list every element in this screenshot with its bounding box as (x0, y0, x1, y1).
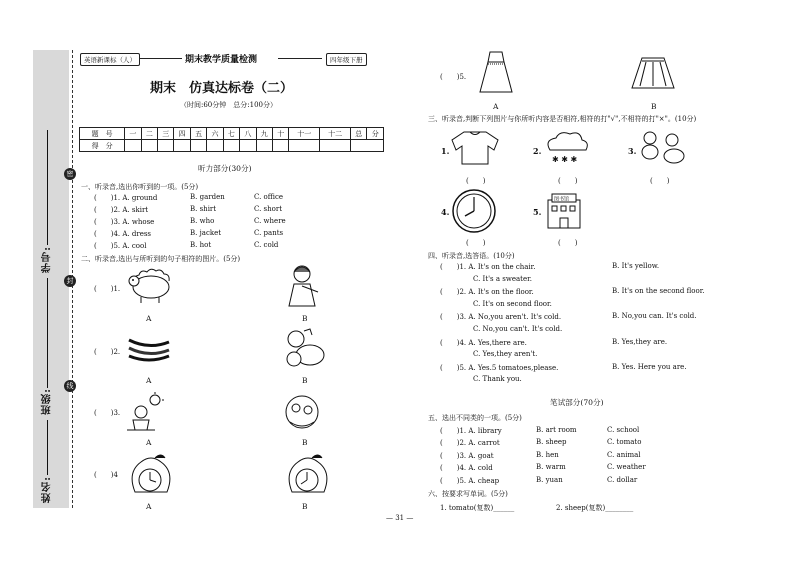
q4-item-option-b[interactable]: B. Yes. Here you are. (612, 362, 687, 371)
score-input-cell[interactable] (158, 140, 174, 152)
q3-blank-5[interactable]: ( ) (558, 239, 578, 247)
library-picture (542, 192, 588, 232)
score-header-cell: 十二 (320, 128, 351, 140)
score-header-cell: 四 (174, 128, 190, 140)
xuehao-label: 学号: (42, 246, 53, 273)
q5-item-option-b[interactable]: B. warm (536, 463, 566, 472)
library-sign: 图书馆 (554, 196, 570, 203)
q3-blank-1[interactable]: ( ) (466, 177, 486, 185)
farm-animals-picture (282, 327, 326, 371)
q5-item-option-b[interactable]: B. yuan (536, 475, 563, 484)
q2-5-label-b: B (651, 102, 657, 111)
q1-item-option-a[interactable]: ( )3. A. whose (94, 218, 155, 227)
q4-item-option-c[interactable]: C. No,you can't. It's cold. (473, 324, 563, 333)
q1-item-option-c[interactable]: C. cold (254, 241, 279, 250)
score-input-cell[interactable] (174, 140, 190, 152)
score-input-cell[interactable] (240, 140, 256, 152)
q4-item-option-b[interactable]: B. No,you can. It's cold. (612, 312, 697, 321)
q2-4-label-b: B (302, 502, 308, 511)
q1-item-option-c[interactable]: C. office (254, 193, 284, 201)
q5-item-option-a[interactable]: ( )4. A. cold (440, 464, 493, 473)
q5-item-option-a[interactable]: ( )1. A. library (440, 427, 502, 435)
header-rule-right (278, 58, 322, 59)
listening-title: 听力部分(30分) (198, 164, 252, 173)
q5-title: 五、选出不同类的一项。(5分) (428, 414, 522, 422)
q4-item-option-a[interactable]: ( )1. A. It's on the chair. (440, 263, 536, 271)
score-input-cell[interactable] (125, 140, 141, 152)
score-header-cell: 九 (256, 128, 272, 140)
score-header-cell: 二 (141, 128, 157, 140)
q3-blank-2[interactable]: ( ) (558, 177, 578, 185)
q2-3-label-b: B (302, 438, 308, 447)
score-input-cell[interactable] (223, 140, 239, 152)
sheep-picture (125, 265, 175, 305)
q2-item-5[interactable]: ( )5. (440, 73, 467, 81)
q4-item-option-c[interactable]: C. It's on second floor. (473, 299, 552, 308)
q4-item-option-a[interactable]: ( )5. A. Yes.5 tomatoes,please. (440, 363, 559, 372)
dress-picture (478, 50, 514, 96)
q5-item-option-c[interactable]: C. animal (607, 450, 641, 459)
score-input-cell[interactable] (320, 140, 351, 152)
score-header-cell: 三 (158, 128, 174, 140)
q1-item-option-a[interactable]: ( )4. A. dress (94, 230, 152, 239)
score-input-row (80, 140, 384, 152)
clock-a-picture (125, 452, 175, 498)
writing-title: 笔试部分(70分) (550, 398, 604, 407)
q1-item-option-b[interactable]: B. shirt (190, 205, 217, 214)
q6-item-1[interactable]: 1. tomato(复数)______ (440, 504, 515, 512)
q1-item-option-c[interactable]: C. where (254, 217, 286, 226)
score-header-cell: 一 (125, 128, 141, 140)
q1-title: 一、听录音,选出你听到的一项。(5分) (81, 183, 199, 191)
page-number: — 31 — (386, 514, 414, 522)
exam-banner: 期末教学质量检测 (185, 55, 258, 65)
q4-item-option-a[interactable]: ( )2. A. It's on the floor. (440, 288, 534, 297)
exam-title: 期末 仿真达标卷（二） (150, 81, 294, 96)
q5-item-option-b[interactable]: B. art room (536, 426, 577, 434)
xuehao-line (47, 130, 48, 245)
q2-item-2[interactable]: ( )2. (94, 348, 121, 356)
seal-dot-feng: 封 (64, 275, 76, 287)
q4-item-option-b[interactable]: B. It's yellow. (612, 262, 660, 270)
girl-picture (282, 262, 322, 310)
q1-item-option-b[interactable]: B. garden (190, 193, 225, 201)
banji-label: 班级: (42, 388, 53, 415)
q5-item-option-a[interactable]: ( )2. A. carrot (440, 439, 500, 448)
q5-item-option-c[interactable]: C. tomato (607, 438, 642, 447)
score-input-cell[interactable] (190, 140, 206, 152)
seal-dot-mi: 密 (64, 168, 76, 180)
boy-sun-picture (125, 392, 165, 434)
q6-item-2[interactable]: 2. sheep(复数)________ (556, 504, 634, 512)
q5-item-option-b[interactable]: B. hen (536, 450, 559, 459)
score-header-cell: 七 (223, 128, 239, 140)
score-header-cell: 十一 (289, 128, 320, 140)
q5-item-option-c[interactable]: C. dollar (607, 475, 638, 484)
skirt-picture (630, 56, 676, 92)
q2-3-label-a: A (146, 438, 152, 447)
score-header-cell: 八 (240, 128, 256, 140)
score-header-cell: 十 (272, 128, 288, 140)
q1-item-option-c[interactable]: C. pants (254, 229, 284, 238)
q2-item-4[interactable]: ( )4 (94, 471, 118, 479)
q2-title: 二、听录音,选出与所听到的句子相符的图片。(5分) (81, 255, 241, 263)
q2-item-3[interactable]: ( )3. (94, 409, 121, 417)
q5-item-option-a[interactable]: ( )3. A. goat (440, 451, 494, 460)
q5-item-option-c[interactable]: C. weather (607, 463, 646, 472)
q3-num-1: 1. (441, 146, 450, 156)
q2-1-label-a: A (146, 314, 152, 323)
q2-1-label-b: B (302, 314, 308, 323)
score-header-row (80, 128, 384, 140)
score-header-cell: 六 (207, 128, 223, 140)
animals-picture (638, 128, 688, 168)
q6-title: 六、按要求写单词。(5分) (428, 490, 508, 498)
score-header-cell: 总 (351, 128, 367, 140)
score-input-cell[interactable] (207, 140, 223, 152)
q4-item-option-b[interactable]: B. Yes,they are. (612, 337, 668, 346)
q1-item-option-b[interactable]: B. hot (190, 241, 212, 250)
q3-num-3: 3. (628, 146, 637, 156)
q5-item-option-a[interactable]: ( )5. A. cheap (440, 476, 500, 485)
score-header-cell: 分 (367, 128, 384, 140)
q2-2-label-b: B (302, 376, 308, 385)
q3-num-5: 5. (533, 207, 542, 217)
q3-num-2: 2. (533, 146, 542, 156)
wall-clock-picture (451, 188, 497, 234)
q3-title: 三、听录音,判断下列图片与你所听内容是否相符,相符的打"√",不相符的打"×"。(10分) (428, 115, 697, 123)
q4-item-option-c[interactable]: C. Thank you. (473, 375, 522, 384)
score-input-cell[interactable] (256, 140, 272, 152)
q1-item-option-c[interactable]: C. short (254, 205, 283, 214)
score-input-cell[interactable] (272, 140, 288, 152)
grade-badge: 四年级下册 (326, 53, 367, 66)
q1-item-option-b[interactable]: B. who (190, 217, 215, 226)
score-input-cell[interactable] (141, 140, 157, 152)
clock-b-picture (282, 452, 332, 498)
q1-item-option-a[interactable]: ( )1. A. ground (94, 194, 158, 202)
score-header-cell: 五 (190, 128, 206, 140)
green-beans-picture (125, 332, 173, 364)
banji-line (47, 278, 48, 388)
q2-item-1[interactable]: ( )1. (94, 285, 121, 293)
q2-5-label-a: A (493, 102, 499, 111)
q3-num-4: 4. (441, 207, 450, 217)
q4-item-option-b[interactable]: B. It's on the second floor. (612, 287, 705, 296)
q1-item-option-b[interactable]: B. jacket (190, 229, 222, 238)
svg-text:✱ ✱ ✱: ✱ ✱ ✱ (552, 155, 578, 164)
score-input-cell[interactable] (351, 140, 384, 152)
seal-dot-xian: 线 (64, 380, 76, 392)
snow-cloud-picture (542, 130, 592, 168)
series-badge: 英语新课标（人） (80, 53, 140, 66)
q1-item-option-a[interactable]: ( )5. A. cool (94, 242, 147, 251)
score-header-cell: 题 号 (80, 128, 125, 140)
q2-2-label-a: A (146, 376, 152, 385)
score-input-cell[interactable] (289, 140, 320, 152)
q3-blank-4[interactable]: ( ) (466, 239, 486, 247)
exam-subtitle: （时间:60分钟 总分:100分） (180, 101, 277, 109)
snow-kids-picture (282, 392, 322, 434)
q2-4-label-a: A (146, 502, 152, 511)
q4-item-option-c[interactable]: C. Yes,they aren't. (473, 350, 538, 359)
q4-title: 四、听录音,选答语。(10分) (428, 252, 515, 260)
score-table (79, 127, 384, 152)
q4-item-option-a[interactable]: ( )3. A. No,you aren't. It's cold. (440, 313, 562, 322)
q4-item-option-c[interactable]: C. It's a sweater. (473, 274, 532, 283)
q1-item-option-a[interactable]: ( )2. A. skirt (94, 206, 149, 215)
q3-blank-3[interactable]: ( ) (650, 177, 670, 185)
q4-item-option-a[interactable]: ( )4. A. Yes,there are. (440, 338, 527, 347)
header-rule-left (138, 58, 182, 59)
score-row-label: 得 分 (80, 140, 125, 152)
xingming-label: 姓名: (42, 476, 53, 503)
q5-item-option-b[interactable]: B. sheep (536, 438, 567, 447)
xingming-line (47, 420, 48, 475)
q5-item-option-c[interactable]: C. school (607, 426, 640, 434)
sweater-picture (450, 128, 500, 166)
